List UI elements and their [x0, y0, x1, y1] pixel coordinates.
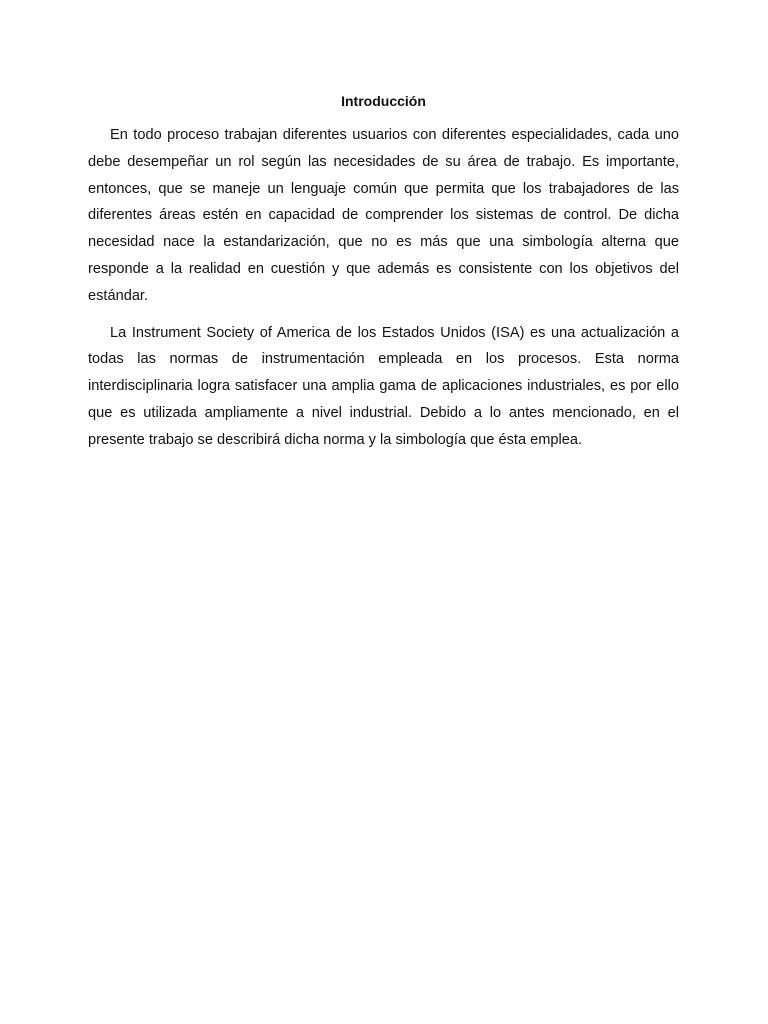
- page-title: Introducción: [341, 93, 426, 109]
- document-body: [88, 89, 679, 464]
- paragraph-2: La Instrument Society of America de los Estados Unidos (ISA) es una actualización a todas las normas de instrumentación empleada en los procesos. Esta norma interdisciplinaria logra satisfacer una amplia gama de aplicaciones industriales, es por ello que es utilizada ampliamente a nivel industrial. Debido a lo antes mencionado, en el presente trabajo se describirá dicha norma y la simbología que ésta emplea.: [88, 324, 679, 448]
- paragraph-1: En todo proceso trabajan diferentes usuarios con diferentes especialidades, cada uno debe desempeñar un rol según las necesidades de su área de trabajo. Es importante, entonces, que se maneje un lenguaje común que permita que los trabajadores de las diferentes áreas estén en capacidad de comprender los sistemas de control. De dicha necesidad nace la estandarización, que no es más que una simbología alterna que responde a la realidad en cuestión y que además es consistente con los objetivos del estándar.: [88, 127, 679, 304]
